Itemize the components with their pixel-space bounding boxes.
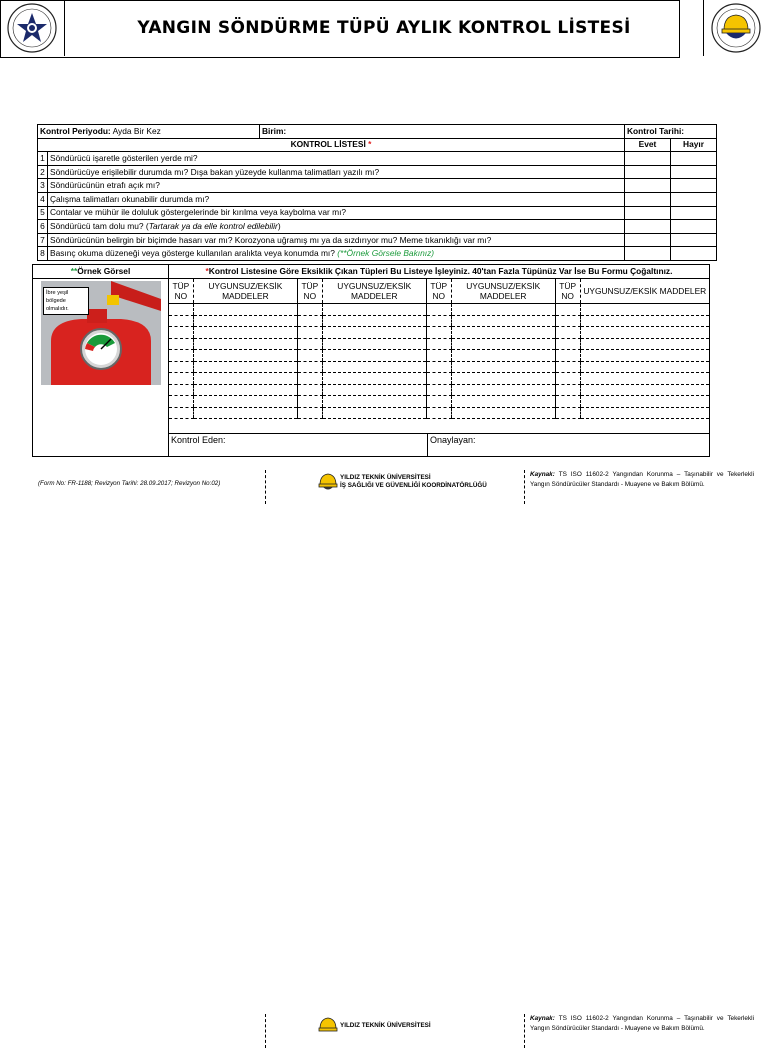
coordination-logo xyxy=(318,1016,431,1036)
items-cell[interactable] xyxy=(451,327,555,339)
meta-row xyxy=(38,125,717,139)
tube-no-cell[interactable] xyxy=(555,361,580,373)
item-number: 3 xyxy=(38,179,48,193)
period-value: Ayda Bir Kez xyxy=(112,125,161,136)
page-footer-next xyxy=(0,1014,768,1048)
extinguisher-gauge-image xyxy=(41,281,161,385)
tube-no-cell[interactable] xyxy=(426,304,451,316)
col-items: UYGUNSUZ/EKSİK MADDELER xyxy=(580,279,709,304)
item-text: Contalar ve mühür ile doluluk göstergelerinde bir kırılma veya kaybolma var mı? xyxy=(48,206,625,220)
items-cell[interactable] xyxy=(322,338,426,350)
items-cell[interactable] xyxy=(322,384,426,396)
checklist-row xyxy=(38,192,717,206)
item-number: 7 xyxy=(38,233,48,247)
items-cell[interactable] xyxy=(451,373,555,385)
form-title: YANGIN SÖNDÜRME TÜPÜ AYLIK KONTROL LİSTESİ xyxy=(137,18,631,38)
items-cell[interactable] xyxy=(193,373,297,385)
tube-no-cell[interactable] xyxy=(297,338,322,350)
sample-title-mark: ** xyxy=(70,266,78,276)
sample-title xyxy=(33,265,168,279)
tube-no-cell[interactable] xyxy=(426,327,451,339)
col-items: UYGUNSUZ/EKSİK MADDELER xyxy=(451,279,555,304)
tube-no-cell[interactable] xyxy=(555,304,580,316)
coordination-logo xyxy=(318,472,487,492)
date-label[interactable]: Kontrol Tarihi: xyxy=(627,125,685,136)
tube-no-cell[interactable] xyxy=(297,361,322,373)
grid-header-row xyxy=(169,279,709,304)
items-cell[interactable] xyxy=(451,384,555,396)
col-items: UYGUNSUZ/EKSİK MADDELER xyxy=(322,279,426,304)
items-cell[interactable] xyxy=(193,350,297,362)
item-number: 4 xyxy=(38,192,48,206)
items-cell[interactable] xyxy=(193,327,297,339)
checklist-title-mark: * xyxy=(368,139,372,150)
tube-no-cell[interactable] xyxy=(555,384,580,396)
grid-row xyxy=(169,304,709,316)
checked-by-label[interactable]: Kontrol Eden: xyxy=(171,435,226,445)
sample-note: (**Örnek Görsele Bakınız) xyxy=(337,248,435,259)
tube-no-cell[interactable] xyxy=(426,384,451,396)
tube-no-cell[interactable] xyxy=(555,373,580,385)
col-tube-no: TÜP NO xyxy=(169,279,193,304)
signature-row xyxy=(169,433,709,457)
source-note xyxy=(530,470,754,489)
checklist-table xyxy=(37,124,717,261)
col-no: Hayır xyxy=(671,138,717,152)
checklist-row xyxy=(38,179,717,193)
grid-row xyxy=(169,350,709,362)
tube-no-cell[interactable] xyxy=(426,396,451,408)
item-text-main: Basınç okuma düzeneği veya gösterge kullanılan aralıkta veya konumda mı? xyxy=(50,248,335,259)
tube-no-cell[interactable] xyxy=(555,350,580,362)
grid-row xyxy=(169,338,709,350)
items-cell[interactable] xyxy=(451,407,555,419)
checklist-title: KONTROL LİSTESİ xyxy=(290,139,366,150)
items-cell[interactable] xyxy=(193,384,297,396)
tube-no-cell[interactable] xyxy=(169,407,193,419)
university-logo xyxy=(0,0,65,56)
checklist-row xyxy=(38,233,717,247)
page-footer xyxy=(0,470,768,504)
source-text: TS ISO 11602-2 Yangından Korunma – Taşınabilir ve Tekerlekli Yangın Söndürücüler Standardı - Muayene ve Bakım Bölümü. xyxy=(530,1015,754,1032)
footer-divider xyxy=(265,470,266,504)
checklist-row xyxy=(38,247,717,261)
tube-no-cell[interactable] xyxy=(169,361,193,373)
checklist-row xyxy=(38,152,717,166)
tube-no-cell[interactable] xyxy=(555,315,580,327)
form-header xyxy=(0,0,680,58)
item-number: 8 xyxy=(38,247,48,261)
item-text-italic: Tartarak ya da elle kontrol edilebilir xyxy=(148,220,278,231)
col-yes: Evet xyxy=(625,138,671,152)
items-cell[interactable] xyxy=(580,407,709,419)
items-cell[interactable] xyxy=(580,338,709,350)
items-cell[interactable] xyxy=(580,361,709,373)
helmet-icon xyxy=(318,472,338,492)
tube-no-cell[interactable] xyxy=(169,396,193,408)
yes-cell[interactable] xyxy=(625,247,671,261)
tube-no-cell[interactable] xyxy=(555,407,580,419)
helmet-icon xyxy=(318,1016,338,1036)
col-tube-no: TÜP NO xyxy=(426,279,451,304)
source-label: Kaynak: xyxy=(530,471,555,478)
safety-logo xyxy=(703,0,768,56)
items-cell[interactable] xyxy=(451,361,555,373)
items-cell[interactable] xyxy=(580,384,709,396)
items-cell[interactable] xyxy=(322,361,426,373)
instruction-banner xyxy=(169,265,709,279)
items-cell[interactable] xyxy=(580,350,709,362)
items-cell[interactable] xyxy=(193,396,297,408)
items-cell[interactable] xyxy=(580,396,709,408)
item-text: Söndürücünün etrafı açık mı? xyxy=(48,179,625,193)
tube-no-cell[interactable] xyxy=(169,384,193,396)
tube-no-cell[interactable] xyxy=(426,361,451,373)
items-cell[interactable] xyxy=(322,396,426,408)
form-info: (Form No: FR-1188; Revizyon Tarihi: 28.09.2017; Revizyon No:02) xyxy=(38,480,221,487)
tube-no-cell[interactable] xyxy=(297,304,322,316)
no-cell[interactable] xyxy=(671,165,717,179)
footer-divider xyxy=(265,1014,266,1048)
grid-row xyxy=(169,407,709,419)
yes-cell[interactable] xyxy=(625,152,671,166)
items-cell[interactable] xyxy=(580,373,709,385)
no-cell[interactable] xyxy=(671,233,717,247)
tube-no-cell[interactable] xyxy=(555,327,580,339)
tube-no-cell[interactable] xyxy=(169,304,193,316)
items-cell[interactable] xyxy=(451,396,555,408)
grid-body xyxy=(169,304,709,419)
tube-no-cell[interactable] xyxy=(297,384,322,396)
items-cell[interactable] xyxy=(451,338,555,350)
items-cell[interactable] xyxy=(580,304,709,316)
tube-no-cell[interactable] xyxy=(297,396,322,408)
items-cell[interactable] xyxy=(451,350,555,362)
checklist-row xyxy=(38,165,717,179)
tube-no-cell[interactable] xyxy=(426,338,451,350)
items-cell[interactable] xyxy=(322,315,426,327)
no-cell[interactable] xyxy=(671,179,717,193)
items-cell[interactable] xyxy=(322,327,426,339)
items-cell[interactable] xyxy=(193,338,297,350)
no-cell[interactable] xyxy=(671,192,717,206)
tube-no-cell[interactable] xyxy=(426,315,451,327)
items-cell[interactable] xyxy=(193,361,297,373)
item-text: Söndürücü işaretle gösterilen yerde mi? xyxy=(48,152,625,166)
col-tube-no: TÜP NO xyxy=(555,279,580,304)
no-cell[interactable] xyxy=(671,206,717,220)
period-label: Kontrol Periyodu: xyxy=(40,125,111,136)
sample-title-text: Örnek Görsel xyxy=(77,266,131,276)
coord-line1: YILDIZ TEKNİK ÜNİVERSİTESİ xyxy=(340,1022,431,1029)
grid-row xyxy=(169,361,709,373)
items-cell[interactable] xyxy=(322,407,426,419)
tube-no-cell[interactable] xyxy=(169,338,193,350)
item-number: 1 xyxy=(38,152,48,166)
yes-cell[interactable] xyxy=(625,192,671,206)
tube-no-cell[interactable] xyxy=(169,315,193,327)
instruction-text: Kontrol Listesine Göre Eksiklik Çıkan Tüpleri Bu Listeye İşleyiniz. 40'tan Fazla Tüpünüz Var İse Bu Formu Çoğaltınız. xyxy=(208,266,673,276)
gauge-callout: İbre yeşil bölgede olmalıdır. xyxy=(43,287,89,315)
tube-no-cell[interactable] xyxy=(555,396,580,408)
approved-by-label[interactable]: Onaylayan: xyxy=(430,435,476,445)
grid-row xyxy=(169,315,709,327)
item-text: Söndürücünün belirgin bir biçimde hasarı var mı? Korozyona uğramış mı ya da sızdırıyor mu? Meme tıkanıklığı var mı? xyxy=(48,233,625,247)
items-cell[interactable] xyxy=(193,304,297,316)
sample-column xyxy=(33,265,169,456)
no-cell[interactable] xyxy=(671,220,717,234)
yes-cell[interactable] xyxy=(625,206,671,220)
yes-cell[interactable] xyxy=(625,220,671,234)
col-tube-no: TÜP NO xyxy=(297,279,322,304)
checklist-header-row xyxy=(38,138,717,152)
tube-no-cell[interactable] xyxy=(169,350,193,362)
grid-row xyxy=(169,373,709,385)
item-text: Çalışma talimatları okunabilir durumda mı? xyxy=(48,192,625,206)
footer-divider xyxy=(524,1014,525,1048)
tube-no-cell[interactable] xyxy=(426,407,451,419)
items-cell[interactable] xyxy=(580,327,709,339)
items-cell[interactable] xyxy=(580,315,709,327)
item-text xyxy=(48,220,625,234)
item-number: 6 xyxy=(38,220,48,234)
tube-no-cell[interactable] xyxy=(169,327,193,339)
checklist-row xyxy=(38,206,717,220)
items-cell[interactable] xyxy=(322,350,426,362)
tube-no-cell[interactable] xyxy=(426,350,451,362)
item-text-main: Söndürücü tam dolu mu? ( xyxy=(50,220,149,231)
item-text: Söndürücüye erişilebilir durumda mı? Dışa bakan yüzeyde kullanma talimatları yazılı mı? xyxy=(48,165,625,179)
tube-no-cell[interactable] xyxy=(555,338,580,350)
signature-divider xyxy=(427,433,428,457)
instruction-mark: * xyxy=(205,266,209,276)
no-cell[interactable] xyxy=(671,247,717,261)
coord-line1: YILDIZ TEKNİK ÜNİVERSİTESİ xyxy=(340,474,431,481)
source-label: Kaynak: xyxy=(530,1015,555,1022)
tube-no-cell[interactable] xyxy=(169,373,193,385)
footer-divider xyxy=(524,470,525,504)
tube-no-cell[interactable] xyxy=(297,407,322,419)
defect-grid xyxy=(169,279,709,419)
col-items: UYGUNSUZ/EKSİK MADDELER xyxy=(193,279,297,304)
tube-no-cell[interactable] xyxy=(297,350,322,362)
item-number: 2 xyxy=(38,165,48,179)
item-text xyxy=(48,247,625,261)
defect-section xyxy=(32,264,710,457)
grid-row xyxy=(169,384,709,396)
items-cell[interactable] xyxy=(322,304,426,316)
unit-label[interactable]: Birim: xyxy=(262,125,287,136)
yes-cell[interactable] xyxy=(625,179,671,193)
grid-row xyxy=(169,396,709,408)
items-cell[interactable] xyxy=(193,407,297,419)
items-cell[interactable] xyxy=(451,304,555,316)
yes-cell[interactable] xyxy=(625,165,671,179)
tube-no-cell[interactable] xyxy=(297,315,322,327)
checklist-row xyxy=(38,220,717,234)
tube-no-cell[interactable] xyxy=(297,373,322,385)
item-number: 5 xyxy=(38,206,48,220)
source-text: TS ISO 11602-2 Yangından Korunma – Taşınabilir ve Tekerlekli Yangın Söndürücüler Standardı - Muayene ve Bakım Bölümü. xyxy=(530,471,754,488)
tube-no-cell[interactable] xyxy=(426,373,451,385)
yes-cell[interactable] xyxy=(625,233,671,247)
coord-line2: İŞ SAĞLIĞI VE GÜVENLİĞİ KOORDİNATÖRLÜĞÜ xyxy=(340,482,487,489)
items-cell[interactable] xyxy=(451,315,555,327)
items-cell[interactable] xyxy=(193,315,297,327)
item-text-tail: ) xyxy=(277,220,281,231)
items-cell[interactable] xyxy=(322,373,426,385)
tube-no-cell[interactable] xyxy=(297,327,322,339)
grid-row xyxy=(169,327,709,339)
no-cell[interactable] xyxy=(671,152,717,166)
